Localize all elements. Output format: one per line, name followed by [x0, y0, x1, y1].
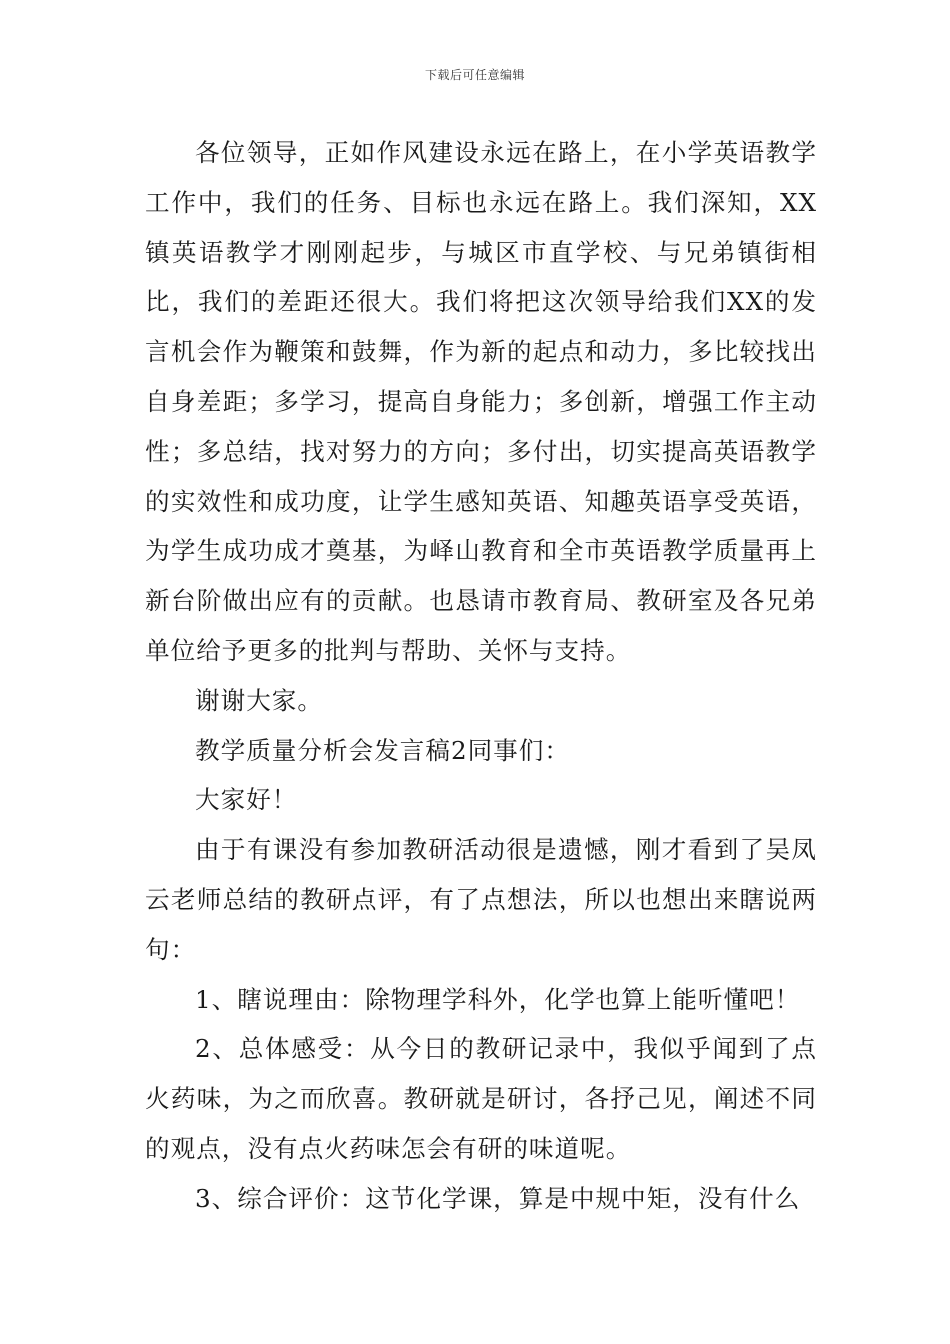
- paragraph-speech-title: 教学质量分析会发言稿2同事们：: [195, 735, 570, 765]
- header-note: 下载后可任意编辑: [424, 68, 525, 82]
- document-body: [145, 128, 817, 1224]
- paragraph-point-1: 1、瞎说理由：除物理学科外，化学也算上能听懂吧！: [195, 984, 801, 1014]
- paragraph-point-2: 2、总体感受：从今日的教研记录中，我似乎闻到了点火药味，为之而欣喜。教研就是研讨，各抒己见，阐述不同的观点，没有点火药味怎会有研的味道呢。: [145, 1034, 817, 1163]
- paragraph-greeting: 大家好！: [195, 785, 298, 815]
- paragraph-point-3: 3、综合评价：这节化学课，算是中规中矩，没有什么: [195, 1183, 801, 1213]
- paragraph-thanks: 谢谢大家。: [195, 685, 323, 715]
- paragraph-intro: 由于有课没有参加教研活动很是遗憾，刚才看到了吴凤云老师总结的教研点评，有了点想法，所以也想出来瞎说两句：: [145, 835, 817, 964]
- paragraph-closing-remarks: 各位领导，正如作风建设永远在路上，在小学英语教学工作中，我们的任务、目标也永远在路上。我们深知，XX镇英语教学才刚刚起步，与城区市直学校、与兄弟镇街相比，我们的差距还很大。我们将把这次领导给我们XX的发言机会作为鞭策和鼓舞，作为新的起点和动力，多比较找出自身差距；多学习，提高自身能力；多创新，增强工作主动性；多总结，找对努力的方向；多付出，切实提高英语教学的实效性和成功度，让学生感知英语、知趣英语享受英语，为学生成功成才奠基，为峄山教育和全市英语教学质量再上新台阶做出应有的贡献。也恳请市教育局、教研室及各兄弟单位给予更多的批判与帮助、关怀与支持。: [145, 138, 817, 665]
